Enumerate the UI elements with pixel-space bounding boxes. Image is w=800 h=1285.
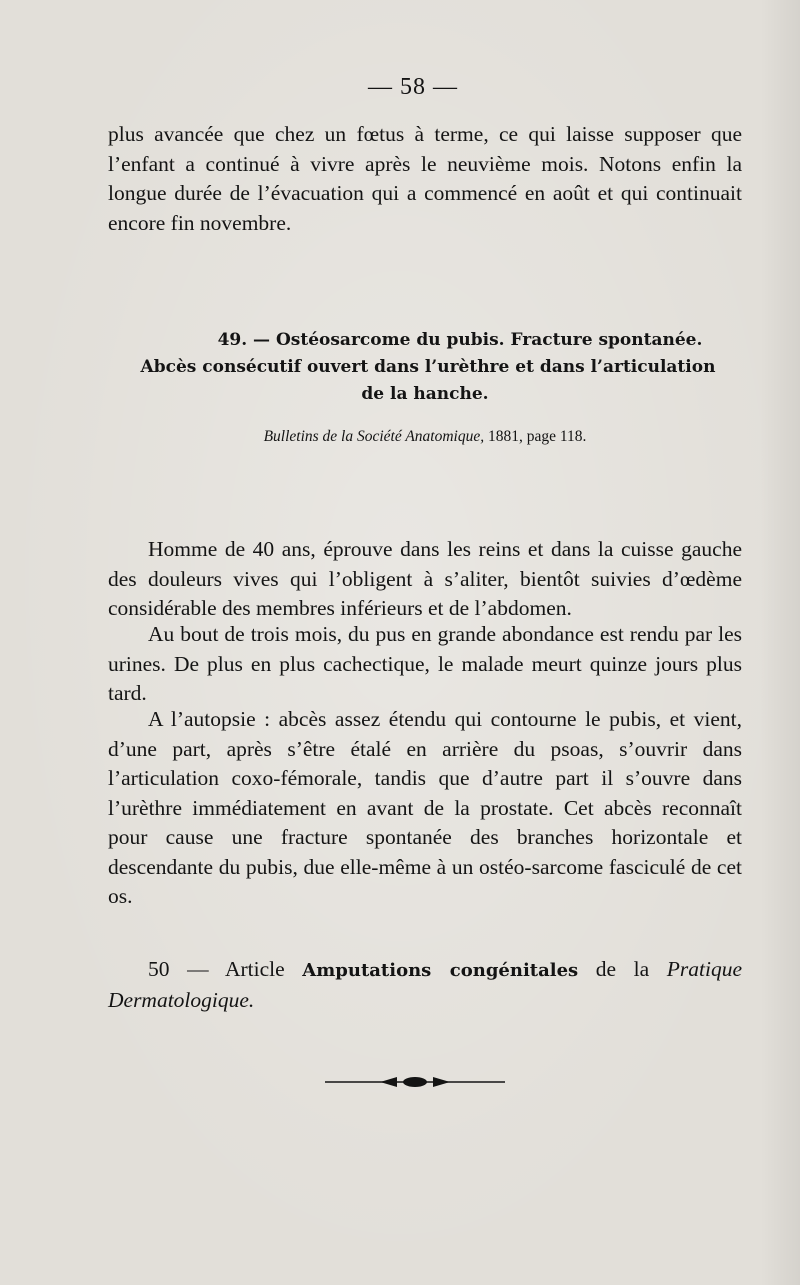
section-49-title-line-3: de la hanche. [361,384,489,404]
section-49-paragraph-2: Au bout de trois mois, du pus en grande abondance est rendu par les urines. De plus en plus cachectique, le malade meurt quinze jours plus tard. [108,622,742,705]
section-49-body-block-1 [108,535,742,624]
citation-journal: Bulletins de la Société Anatomique, [263,428,485,445]
page-number: — 58 — [368,74,458,100]
citation-details: 1881, page 118. [484,428,587,445]
item-50-prefix: Article [208,957,303,981]
item-50-number: 50 — [148,957,209,981]
section-49-paragraph-3: A l’autopsie : abcès assez étendu qui contourne le pubis, et vient, d’une part, après s’être étalé en arrière du psoas, s’ouvrir dans l’articulation coxo-fémorale, tandis que d’autre part il s’ouvre dans l’urèthre immédiatement en avant de la prostate. Cet abcès reconnaît pour cause une fracture spontanée des branches horizontale et descendante du pubis, due elle-même à un ostéo-sarcome fasciculé de cet os. [108,707,742,908]
intro-paragraph: plus avancée que chez un fœtus à terme, ce qui laisse supposer que l’enfant a continué à vivre après le neuvième mois. Notons enfin la longue durée de l’évacuation qui a commencé en août et qui continuait encore fin novembre. [108,122,742,235]
section-49-body-block-2 [108,620,742,709]
intro-paragraph-block [108,120,742,238]
item-50-entry [108,955,742,1015]
section-49-body-block-3 [108,705,742,912]
item-50-title: Amputations congénitales [302,960,579,981]
page-edge-shadow [760,0,800,1285]
section-49-paragraph-1: Homme de 40 ans, éprouve dans les reins et dans la cuisse gauche des douleurs vives qui l’obligent à s’aliter, bientôt suivies d’œdème considérable des membres inférieurs et de l’abdomen. [108,537,742,620]
section-49-citation [108,428,742,446]
section-49-title-line-2: Abcès consécutif ouvert dans l’urèthre et dans l’articulation [140,357,716,377]
item-50-source: Pratique Dermatologique. [108,957,743,1012]
item-50-middle: de la [578,957,667,981]
section-49-title-line-1: 49. — Ostéosarcome du pubis. Fracture spontanée. [217,330,703,350]
end-ornament-icon [325,1072,505,1092]
